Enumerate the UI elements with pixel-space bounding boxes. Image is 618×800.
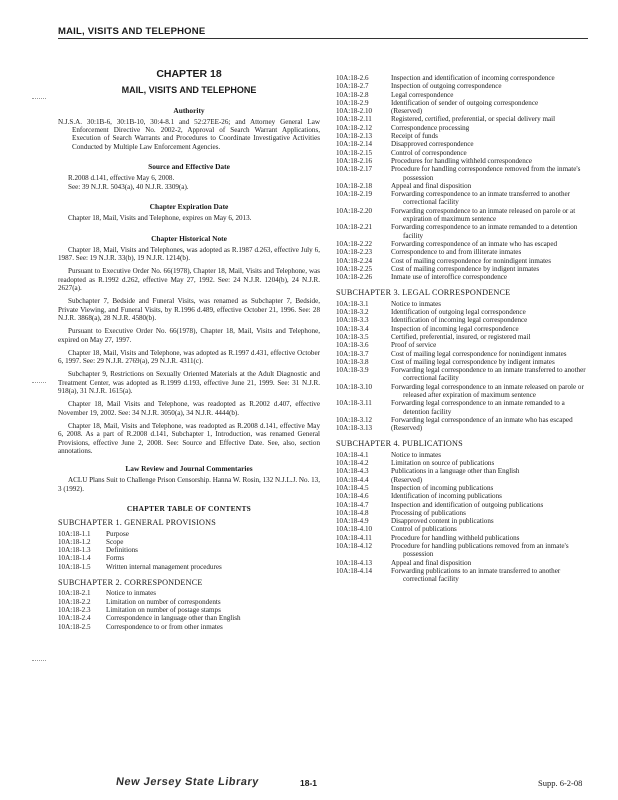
history-paragraph: Chapter 18, Mail, Visits and Telephones, was adopted as R.1987 d.263, effective July 6, 1987. See: 19 N.J.R. 33(b), 19 N.J.R. 1214(b). — [58, 245, 320, 263]
toc-entry-number: 10A:18-2.26 — [336, 273, 373, 282]
toc-entry — [336, 567, 590, 584]
supplement-date: Supp. 6-2-08 — [538, 778, 583, 788]
toc-entry — [336, 273, 590, 281]
toc-entry-number: 10A:18-3.9 — [336, 366, 369, 375]
toc-entry-title: Procedure for handling publications removed from an inmate's possession — [391, 542, 569, 559]
toc-entry — [336, 492, 590, 500]
toc-entry-number: 10A:18-4.6 — [336, 492, 369, 501]
toc-entry-number: 10A:18-2.24 — [336, 256, 373, 265]
toc-entry-number: 10A:18-1.5 — [58, 562, 91, 571]
toc-entry — [336, 459, 590, 467]
toc-entry-number: 10A:18-4.8 — [336, 508, 369, 517]
toc-entry-title: Registered, certified, preferential, or special delivery mail — [391, 115, 556, 124]
toc-entry — [336, 424, 590, 432]
toc-entry-number: 10A:18-3.2 — [336, 308, 369, 317]
toc-entry-title: Notice to inmates — [391, 450, 442, 459]
toc-entry — [336, 115, 590, 123]
toc-entry-number: 10A:18-2.10 — [336, 107, 373, 116]
toc-entry — [336, 124, 590, 132]
toc-entry-number: 10A:18-2.18 — [336, 181, 373, 190]
subchapter-1-heading: SUBCHAPTER 1. GENERAL PROVISIONS — [58, 518, 217, 528]
toc-entry-number: 10A:18-2.21 — [336, 223, 373, 232]
toc-entry-number: 10A:18-2.8 — [336, 90, 369, 99]
toc-entry — [336, 399, 590, 416]
toc-entry — [336, 223, 590, 240]
subchapter-3-list — [336, 300, 590, 433]
toc-entry-title: Procedure for handling correspondence removed from the inmate's possession — [391, 165, 581, 182]
toc-entry — [336, 248, 590, 256]
toc-entry-title: Limitation on source of publications — [391, 459, 495, 468]
toc-entry-title: Forwarding legal correspondence to an inmate transferred to another correctional facility — [391, 366, 586, 383]
toc-entry-title: Inspection of incoming publications — [391, 483, 494, 492]
toc-entry — [336, 333, 590, 341]
toc-entry — [336, 517, 590, 525]
toc-entry — [58, 538, 320, 546]
library-watermark: New Jersey State Library — [115, 776, 260, 788]
toc-entry — [336, 341, 590, 349]
toc-entry-title: Written internal management procedures — [106, 562, 222, 571]
subchapter-1-list — [58, 530, 320, 571]
toc-entry — [336, 467, 590, 475]
source-line-2: See: 39 N.J.R. 5043(a), 40 N.J.R. 3309(a). — [68, 182, 189, 191]
toc-entry — [336, 182, 590, 190]
toc-entry-title: Control of publications — [391, 525, 457, 534]
toc-entry-title: Appeal and final disposition — [391, 181, 472, 190]
toc-entry-number: 10A:18-2.23 — [336, 248, 373, 257]
toc-entry-title: Inspection of incoming legal correspondence — [391, 324, 519, 333]
subchapter-2-list-right — [336, 74, 590, 281]
toc-entry-number: 10A:18-2.13 — [336, 132, 373, 141]
toc-entry-title: Cost of mailing correspondence for nonindigent inmates — [391, 256, 551, 265]
toc-entry-number: 10A:18-3.12 — [336, 415, 373, 424]
toc-entry-number: 10A:18-3.7 — [336, 349, 369, 358]
toc-entry-title: Correspondence processing — [391, 123, 470, 132]
toc-entry-number: 10A:18-4.3 — [336, 467, 369, 476]
toc-entry — [58, 546, 320, 554]
expiration-text: Chapter 18, Mail, Visits and Telephone, expires on May 6, 2013. — [68, 214, 252, 223]
toc-entry — [336, 257, 590, 265]
toc-entry-number: 10A:18-2.14 — [336, 140, 373, 149]
toc-entry-number: 10A:18-2.16 — [336, 156, 373, 165]
toc-entry-number: 10A:18-4.7 — [336, 500, 369, 509]
toc-entry — [336, 416, 590, 424]
toc-entry-number: 10A:18-3.1 — [336, 299, 369, 308]
toc-entry — [58, 598, 320, 606]
toc-entry-title: (Reserved) — [391, 424, 423, 433]
toc-entry-title: (Reserved) — [391, 475, 423, 484]
toc-entry-number: 10A:18-4.1 — [336, 450, 369, 459]
toc-entry-number: 10A:18-2.17 — [336, 165, 373, 174]
source-heading: Source and Effective Date — [148, 162, 230, 172]
toc-entry — [336, 149, 590, 157]
expiration-heading: Chapter Expiration Date — [149, 201, 229, 211]
toc-entry — [336, 350, 590, 358]
toc-entry-title: Scope — [106, 537, 124, 546]
toc-entry-title: Identification of incoming publications — [391, 492, 502, 501]
law-review-text: ACLU Plans Suit to Challenge Prison Censorship. Hanna W. Rosin, 132 N.J.L.J. No. 13, 3 (1992). — [58, 476, 320, 493]
toc-entry-title: Notice to inmates — [106, 589, 157, 598]
toc-entry — [336, 542, 590, 559]
history-paragraph: Subchapter 9, Restrictions on Sexually Oriented Materials at the Adult Diagnostic and Treatment Center, was adopted as R.1999 d.193, effective June 21, 1999. See: 31 N.J.R. 918(a), 31 N.J.R. 1615(a). — [58, 370, 320, 396]
toc-entry — [336, 534, 590, 542]
page-number: 18-1 — [300, 778, 318, 788]
toc-entry-title: Forwarding legal correspondence of an inmate who has escaped — [391, 415, 573, 424]
history-paragraph: Pursuant to Executive Order No. 66(1978), Chapter 18, Mail, Visits and Telephone, expired on May 27, 1997. — [58, 327, 320, 344]
toc-entry — [336, 316, 590, 324]
toc-entry-title: Procedure for handling withheld publications — [391, 533, 520, 542]
toc-entry — [336, 559, 590, 567]
toc-entry-title: Identification of outgoing legal correspondence — [391, 308, 526, 317]
toc-entry-title: Cost of mailing legal correspondence by indigent inmates — [391, 357, 555, 366]
header-rule — [58, 38, 588, 39]
toc-entry-title: Inspection and identification of incoming correspondence — [391, 74, 555, 82]
subchapter-2-heading: SUBCHAPTER 2. CORRESPONDENCE — [58, 578, 203, 588]
authority-heading: Authority — [173, 105, 205, 115]
toc-entry-title: Proof of service — [391, 341, 437, 350]
toc-entry-number: 10A:18-2.12 — [336, 123, 373, 132]
toc-entry-title: Purpose — [106, 529, 129, 538]
toc-entry-title: Correspondence to and from illiterate inmates — [391, 248, 522, 257]
toc-entry-number: 10A:18-2.3 — [58, 605, 91, 614]
toc-entry — [58, 530, 320, 538]
toc-entry-title: Forwarding legal correspondence to an inmate remanded to a detention facility — [391, 399, 565, 416]
toc-entry-number: 10A:18-4.4 — [336, 475, 369, 484]
toc-entry — [336, 358, 590, 366]
toc-entry-number: 10A:18-2.9 — [336, 98, 369, 107]
margin-mark — [32, 382, 46, 387]
margin-mark — [32, 660, 46, 665]
toc-entry-title: Limitation on number of postage stamps — [106, 605, 221, 614]
toc-entry — [58, 589, 320, 597]
toc-entry — [336, 308, 590, 316]
margin-mark — [32, 98, 46, 103]
toc-entry-number: 10A:18-4.9 — [336, 517, 369, 526]
toc-entry-title: Forwarding correspondence of an inmate who has escaped — [391, 239, 558, 248]
toc-entry — [336, 99, 590, 107]
toc-entry-title: Legal correspondence — [391, 90, 454, 99]
toc-entry-title: Publications in a language other than English — [391, 467, 520, 476]
subchapter-3-heading: SUBCHAPTER 3. LEGAL CORRESPONDENCE — [336, 288, 511, 298]
toc-entry-number: 10A:18-1.3 — [58, 546, 91, 555]
toc-entry — [58, 623, 320, 631]
toc-entry-number: 10A:18-2.15 — [336, 148, 373, 157]
toc-entry-title: Inspection and identification of outgoing publications — [391, 500, 544, 509]
toc-entry — [336, 240, 590, 248]
toc-entry-title: Identification of incoming legal correspondence — [391, 316, 528, 325]
toc-entry-title: Forwarding correspondence to an inmate remanded to a detention facility — [391, 223, 578, 240]
law-review-heading: Law Review and Journal Commentaries — [125, 464, 253, 474]
toc-entry — [58, 554, 320, 562]
toc-entry-number: 10A:18-3.8 — [336, 357, 369, 366]
toc-entry-number: 10A:18-4.13 — [336, 558, 373, 567]
toc-entry-number: 10A:18-4.14 — [336, 566, 373, 575]
toc-entry — [336, 325, 590, 333]
toc-entry-title: Cost of mailing correspondence by indigent inmates — [391, 264, 540, 273]
history-paragraph: Chapter 18, Mail Visits and Telephone, was readopted as R.2002 d.407, effective November 19, 2002. See: 34 N.J.R. 3050(a), 34 N.J.R. 4444(b). — [58, 400, 320, 417]
toc-entry-title: Inmate use of interoffice correspondence — [391, 273, 508, 282]
toc-entry-number: 10A:18-2.2 — [58, 597, 91, 606]
toc-entry-number: 10A:18-3.4 — [336, 324, 369, 333]
toc-entry-number: 10A:18-3.13 — [336, 424, 373, 433]
toc-entry-number: 10A:18-4.10 — [336, 525, 373, 534]
toc-entry — [336, 165, 590, 182]
toc-entry-number: 10A:18-4.12 — [336, 542, 373, 551]
toc-entry — [336, 190, 590, 207]
toc-entry-number: 10A:18-2.22 — [336, 239, 373, 248]
toc-entry — [336, 82, 590, 90]
source-line-1: R.2008 d.141, effective May 6, 2008. — [68, 174, 175, 183]
toc-entry — [336, 107, 590, 115]
history-paragraph: Pursuant to Executive Order No. 66(1978), Chapter 18, Mail, Visits and Telephone, was readopted as R.1992 d.262, effective May 27, 1992. See: 24 N.J.R. 1204(b), 24 N.J.R. 2627(a). — [58, 267, 320, 293]
toc-entry — [58, 563, 320, 571]
toc-entry-title: Forwarding correspondence to an inmate released on parole or at expiration of maximum sentence — [391, 206, 576, 224]
toc-entry-title: Control of correspondence — [391, 148, 467, 157]
toc-entry — [336, 157, 590, 165]
toc-entry — [336, 501, 590, 509]
toc-entry — [336, 476, 590, 484]
toc-entry-number: 10A:18-1.1 — [58, 529, 91, 538]
toc-entry-title: Procedures for handling withheld correspondence — [391, 156, 533, 165]
toc-entry-title: Forms — [106, 554, 125, 563]
toc-entry-title: Cost of mailing legal correspondence for nonindigent inmates — [391, 349, 567, 358]
toc-entry — [336, 300, 590, 308]
toc-entry-number: 10A:18-2.1 — [58, 589, 91, 598]
toc-entry-number: 10A:18-1.2 — [58, 537, 91, 546]
toc-entry-title: Correspondence to or from other inmates — [106, 622, 223, 631]
toc-entry-number: 10A:18-3.5 — [336, 332, 369, 341]
toc-entry — [336, 451, 590, 459]
toc-entry — [58, 606, 320, 614]
toc-entry — [336, 525, 590, 533]
toc-entry-title: Certified, preferential, insured, or registered mail — [391, 332, 531, 341]
subchapter-4-list — [336, 451, 590, 584]
toc-entry-number: 10A:18-4.5 — [336, 483, 369, 492]
toc-entry-number: 10A:18-2.19 — [336, 190, 373, 199]
toc-entry-title: Correspondence in language other than English — [106, 614, 241, 623]
toc-entry-title: Notice to inmates — [391, 299, 442, 308]
toc-entry-title: Appeal and final disposition — [391, 558, 472, 567]
toc-entry-number: 10A:18-4.2 — [336, 459, 369, 468]
toc-entry-number: 10A:18-4.11 — [336, 533, 372, 542]
toc-entry-title: Receipt of funds — [391, 132, 438, 141]
toc-entry — [58, 614, 320, 622]
toc-entry-title: Forwarding publications to an inmate transferred to another correctional facility — [391, 566, 561, 584]
toc-entry-title: Limitation on number of correspondents — [106, 597, 221, 606]
toc-entry-title: Inspection of outgoing correspondence — [391, 82, 502, 91]
history-paragraph: Chapter 18, Mail, Visits and Telephone, was adopted as R.1997 d.431, effective October 6, 1997. See: 29 N.J.R. 2769(a), 29 N.J.R. 4311(c). — [58, 348, 320, 366]
toc-entry-title: Disapproved correspondence — [391, 140, 474, 149]
running-head: MAIL, VISITS AND TELEPHONE — [58, 26, 206, 37]
toc-entry-number: 10A:18-3.10 — [336, 382, 373, 391]
toc-entry — [336, 207, 590, 224]
subchapter-2-list-left — [58, 589, 320, 630]
toc-entry — [336, 132, 590, 140]
toc-entry — [336, 366, 590, 383]
history-heading: Chapter Historical Note — [151, 233, 227, 243]
toc-entry-number: 10A:18-2.4 — [58, 614, 91, 623]
toc-entry — [336, 74, 590, 82]
toc-entry-number: 10A:18-3.6 — [336, 341, 369, 350]
right-column — [336, 74, 590, 584]
left-column — [58, 52, 320, 631]
toc-entry-number: 10A:18-2.7 — [336, 82, 369, 91]
toc-entry-number: 10A:18-2.11 — [336, 115, 372, 124]
toc-entry-title: Disapproved content in publications — [391, 517, 494, 526]
toc-entry-title: (Reserved) — [391, 107, 423, 116]
toc-entry — [336, 265, 590, 273]
toc-entry-title: Definitions — [106, 546, 138, 555]
toc-entry-number: 10A:18-2.25 — [336, 264, 373, 273]
toc-entry — [336, 91, 590, 99]
history-paragraph: Chapter 18, Mail, Visits and Telephone, was readopted as R.2008 d.141, effective May 6, 2008. As a part of R.2008 d.141, Subchapter 1, Introduction, was renamed General Provisions, effective June 2, 2008. See: Source and Effective Date. See, also, section annotations. — [58, 421, 320, 455]
toc-entry-number: 10A:18-1.4 — [58, 554, 91, 563]
toc-entry — [336, 484, 590, 492]
subchapter-4-heading: SUBCHAPTER 4. PUBLICATIONS — [336, 439, 463, 449]
history-paragraph: Subchapter 7, Bedside and Funeral Visits, was renamed as Subchapter 7, Bedside, Private Viewing, and Funeral Visits, by R.1996 d.489, effective October 21, 1996. See: 28 N.J.R. 3868(a), 28 N.J.R. 4580(b). — [58, 297, 320, 322]
toc-entry — [336, 509, 590, 517]
toc-entry-number: 10A:18-2.20 — [336, 206, 373, 215]
authority-text: N.J.S.A. 30:1B-6, 30:1B-10, 30:4-8.1 and 52:27EE-26; and Attorney General Law Enforcement Directive No. 2002-2, Approval of Search Warrant Applications, Execution of Search Warrants and Procedures to Coordinate Investigative Activities Conducted by Multiple Law Enforcement Agencies. — [58, 117, 320, 151]
chapter-title: MAIL, VISITS AND TELEPHONE — [121, 85, 257, 96]
toc-entry — [336, 383, 590, 400]
toc-entry-title: Identification of sender of outgoing correspondence — [391, 98, 539, 107]
toc-entry-title: Forwarding legal correspondence to an inmate released on parole or released after expiration of maximum sentence — [391, 382, 584, 399]
toc-entry-number: 10A:18-3.11 — [336, 399, 372, 408]
toc-heading: CHAPTER TABLE OF CONTENTS — [126, 503, 252, 513]
toc-entry — [336, 140, 590, 148]
toc-entry-number: 10A:18-3.3 — [336, 316, 369, 325]
toc-entry-title: Forwarding correspondence to an inmate transferred to another correctional facility — [391, 190, 571, 207]
chapter-number: CHAPTER 18 — [156, 68, 222, 80]
toc-entry-number: 10A:18-2.5 — [58, 622, 91, 631]
toc-entry-title: Processing of publications — [391, 508, 466, 517]
toc-entry-number: 10A:18-2.6 — [336, 74, 369, 82]
